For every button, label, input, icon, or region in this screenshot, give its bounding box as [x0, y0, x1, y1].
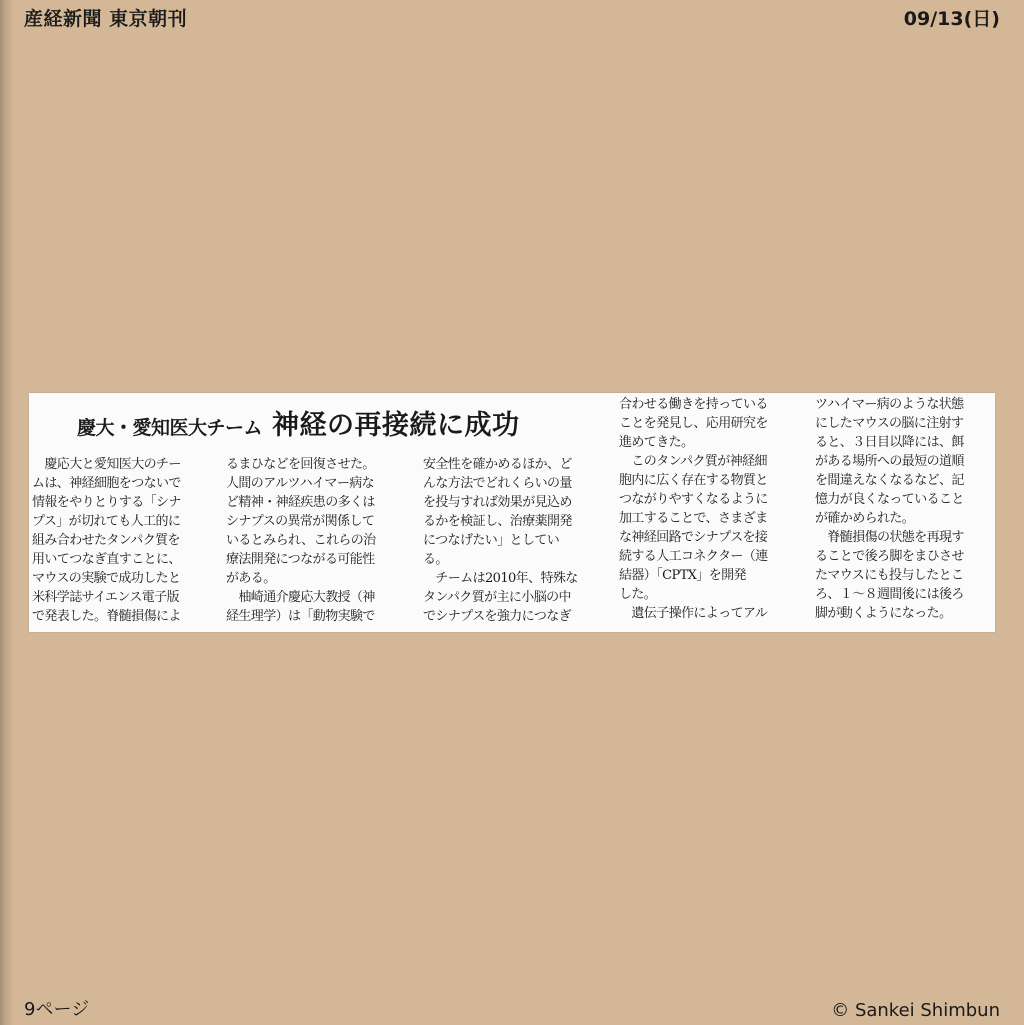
article-line: ろ、１～８週間後には後ろ	[815, 587, 964, 602]
article-line: がある。	[226, 571, 276, 586]
article-line: 続する人工コネクター（連	[619, 549, 768, 564]
article-line: 合わせる働きを持っている	[619, 397, 768, 412]
article-line: つながりやすくなるように	[619, 492, 768, 507]
article-line: ことを発見し、応用研究を	[619, 416, 768, 431]
newspaper-title: 産経新聞 東京朝刊	[24, 8, 188, 30]
article-line: ムは、神経細胞をつないで	[32, 476, 181, 491]
article-headline	[77, 403, 617, 443]
article-column-5	[815, 395, 991, 623]
article-line: るかを検証し、治療薬開発	[423, 514, 572, 529]
article-line: る。	[423, 552, 448, 567]
article-line: で発表した。脊髄損傷によ	[32, 609, 181, 624]
article-line: 結器）「CPTX」を開発	[619, 568, 746, 583]
article-line: 用いてつなぎ直すことに、	[32, 552, 181, 567]
headline-title: 神経の再接続に成功	[272, 410, 520, 441]
article-line: にしたマウスの脳に注射す	[815, 416, 964, 431]
article-line: るまひなどを回復させた。	[226, 457, 375, 472]
article-line: ることで後ろ脚をまひさせ	[815, 549, 964, 564]
copyright-notice: © Sankei Shimbun	[831, 1000, 1000, 1021]
article-line: 慶応大と愛知医大のチー	[32, 457, 181, 472]
article-line: が確かめられた。	[815, 511, 915, 526]
article-column-2	[226, 455, 402, 626]
article-line: 療法開発につながる可能性	[226, 552, 375, 567]
article-line: 人間のアルツハイマー病な	[226, 476, 375, 491]
article-line: マウスの実験で成功したと	[32, 571, 181, 586]
article-line: 脊髄損傷の状態を再現す	[815, 530, 964, 545]
article-line: 憶力が良くなっていること	[815, 492, 964, 507]
article-line: 情報をやりとりする「シナ	[32, 495, 181, 510]
article-line: 脚が動くようになった。	[815, 606, 952, 621]
article-line: ど精神・神経疾患の多くは	[226, 495, 375, 510]
article-line: シナプスの異常が関係して	[226, 514, 375, 529]
article-line: を投与すれば効果が見込め	[423, 495, 572, 510]
article-clipping	[29, 393, 995, 632]
page-edge-shadow	[0, 0, 14, 1025]
article-column-1	[32, 455, 208, 626]
article-line: な神経回路でシナプスを接	[619, 530, 768, 545]
article-line: ると、３日目以降には、餌	[815, 435, 964, 450]
article-line: 安全性を確かめるほか、ど	[423, 457, 572, 472]
article-line: プス」が切れても人工的に	[32, 514, 181, 529]
article-line: 進めてきた。	[619, 435, 694, 450]
article-column-4	[619, 395, 795, 623]
article-line: いるとみられ、これらの治	[226, 533, 376, 548]
article-line: このタンパク質が神経細	[619, 454, 767, 469]
article-line: 柚崎通介慶応大教授（神	[226, 590, 375, 605]
article-line: んな方法でどれくらいの量	[423, 476, 572, 491]
article-line: 経生理学）は「動物実験で	[226, 609, 375, 624]
article-line: たマウスにも投与したとこ	[815, 568, 964, 583]
page-number: 9ページ	[24, 999, 90, 1020]
article-line: 遺伝子操作によってアル	[619, 606, 768, 621]
issue-date: 09/13(日)	[903, 8, 1000, 30]
article-line: した。	[619, 587, 657, 602]
article-line: 加工することで、さまざま	[619, 511, 768, 526]
article-line: チームは2010年、特殊な	[423, 571, 578, 586]
article-line: 組み合わせたタンパク質を	[32, 533, 180, 548]
article-line: 胞内に広く存在する物質と	[619, 473, 768, 488]
article-line: を間違えなくなるなど、記	[815, 473, 964, 488]
article-line: 米科学誌サイエンス電子版	[32, 590, 179, 605]
headline-subtitle: 慶大・愛知医大チーム	[77, 417, 263, 439]
article-line: がある場所への最短の道順	[815, 454, 964, 469]
article-line: でシナプスを強力につなぎ	[423, 609, 572, 624]
article-line: につなげたい」としてい	[423, 533, 560, 548]
article-line: タンパク質が主に小脳の中	[423, 590, 571, 605]
article-line: ツハイマー病のような状態	[815, 397, 964, 412]
article-column-3	[423, 455, 599, 626]
